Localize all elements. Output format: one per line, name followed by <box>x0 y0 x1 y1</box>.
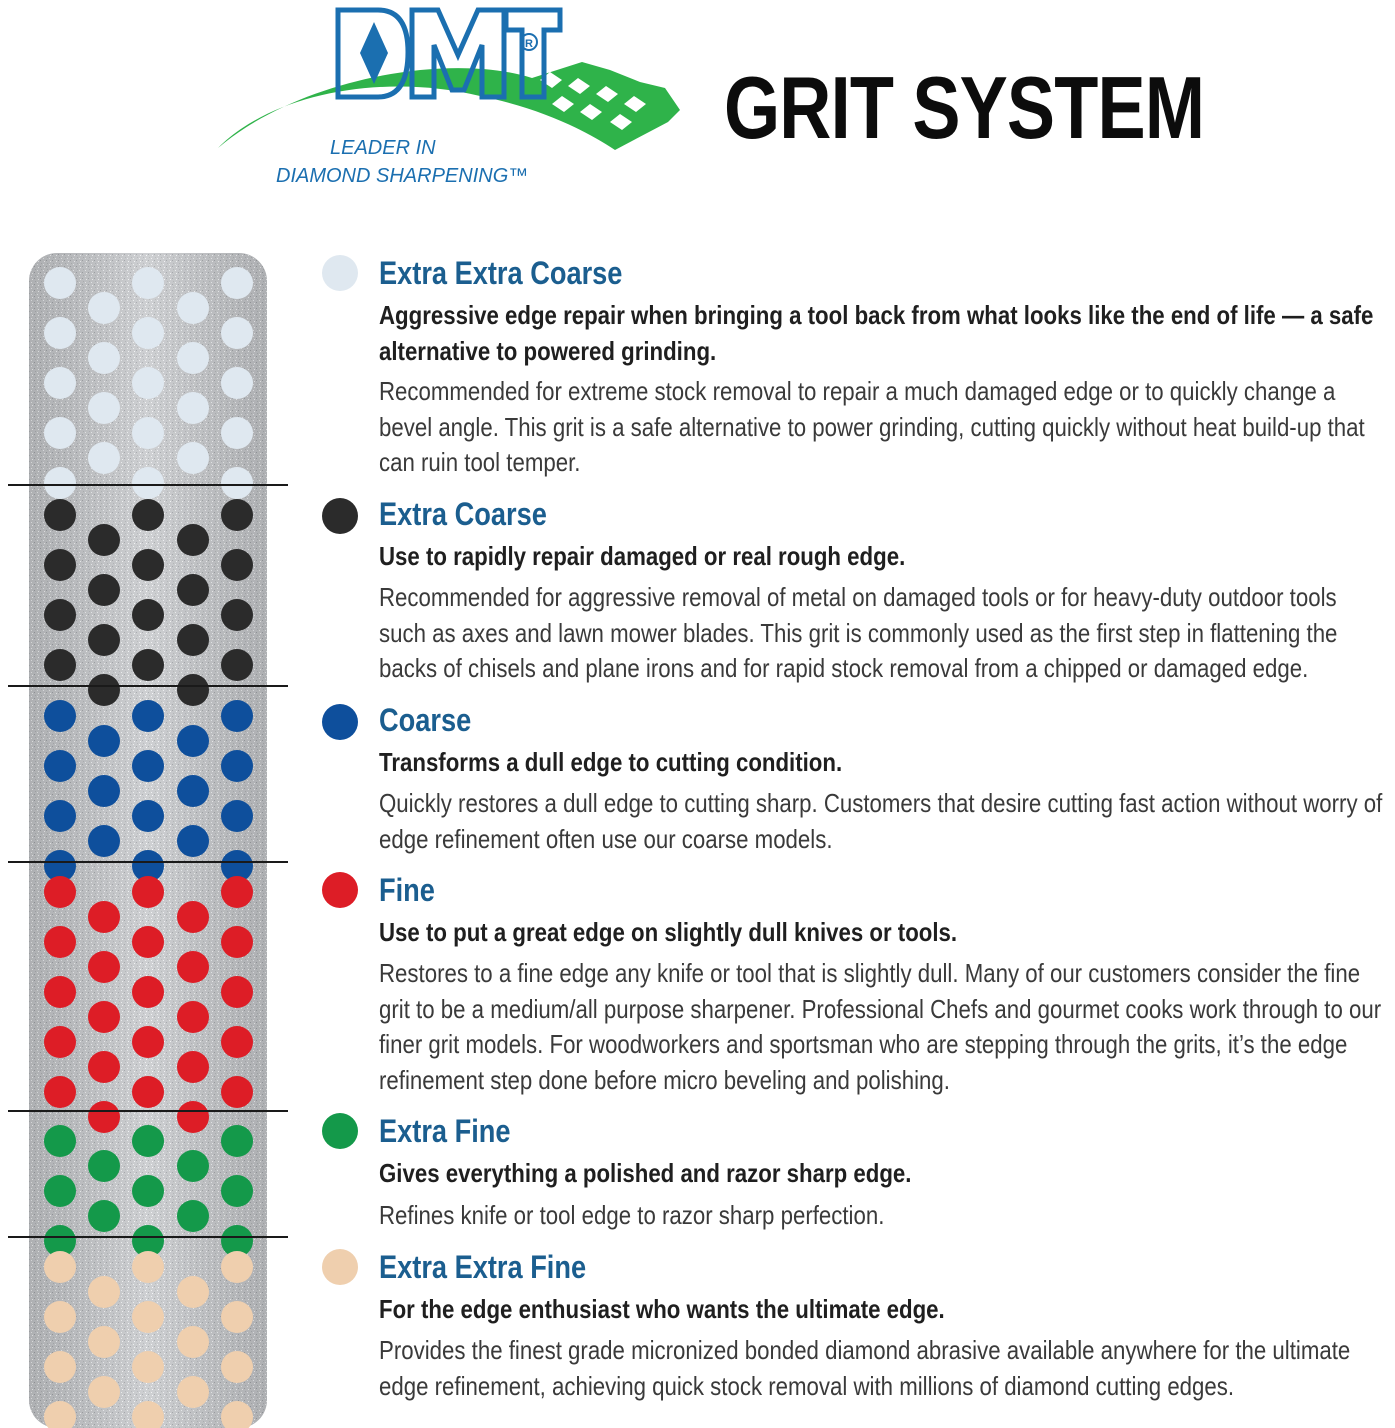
grit-dot-6 <box>221 1301 253 1333</box>
grit-dot-3 <box>88 725 120 757</box>
grit-dot-1 <box>44 467 76 499</box>
grit-dot-2 <box>221 549 253 581</box>
grit-dot-1 <box>88 292 120 324</box>
grit-dot-4 <box>177 901 209 933</box>
grit-dot-4 <box>44 1026 76 1058</box>
grit-dot-4 <box>221 976 253 1008</box>
grit-dot-1 <box>221 467 253 499</box>
grit-dot-4 <box>44 976 76 1008</box>
grit-dot-5 <box>221 1175 253 1207</box>
grit-dot-3 <box>132 750 164 782</box>
grit-dot-1 <box>132 317 164 349</box>
grit-color-dot <box>322 704 358 740</box>
grit-dot-4 <box>221 1026 253 1058</box>
grit-dot-6 <box>177 1276 209 1308</box>
grit-dot-3 <box>44 800 76 832</box>
grit-dot-3 <box>221 700 253 732</box>
grit-dot-2 <box>177 574 209 606</box>
grit-dot-6 <box>44 1351 76 1383</box>
grit-dot-4 <box>132 1076 164 1108</box>
grit-dot-2 <box>88 574 120 606</box>
grit-detail: Restores to a fine edge any knife or tool that is slightly dull. Many of our customers consider the fine grit to be a medium/all purpose sharpener. Professional Chefs and gourmet cooks work through to our finer grit models. For woodworkers and sportsman who are stepping through the grits, it’s the edge refinement step done before micro beveling and polishing. <box>379 958 1382 1095</box>
grit-dot-6 <box>44 1301 76 1333</box>
grit-dot-5 <box>88 1150 120 1182</box>
grit-summary: Use to put a great edge on slightly dull knives or tools. <box>379 917 958 947</box>
grit-dot-2 <box>88 524 120 556</box>
grit-dot-4 <box>44 1076 76 1108</box>
grit-name: Coarse <box>379 702 472 738</box>
grit-dot-4 <box>132 876 164 908</box>
grit-summary: For the edge enthusiast who wants the ultimate edge. <box>379 1294 945 1324</box>
grit-dot-4 <box>88 951 120 983</box>
grit-dot-5 <box>132 1175 164 1207</box>
grit-dot-4 <box>132 976 164 1008</box>
grit-dot-2 <box>44 549 76 581</box>
grit-summary: Transforms a dull edge to cutting condition. <box>379 747 843 777</box>
grit-dot-5 <box>177 1200 209 1232</box>
grit-dot-6 <box>88 1276 120 1308</box>
grit-summary: Gives everything a polished and razor sharp edge. <box>379 1158 912 1188</box>
grit-dot-2 <box>177 674 209 706</box>
grit-summary: Use to rapidly repair damaged or real rough edge. <box>379 541 906 571</box>
grit-dot-6 <box>221 1351 253 1383</box>
grit-dot-4 <box>177 1051 209 1083</box>
grit-dot-5 <box>44 1175 76 1207</box>
grit-dot-2 <box>132 499 164 531</box>
grit-color-dot <box>322 498 358 534</box>
grit-dot-1 <box>88 442 120 474</box>
logo-tagline: LEADER IN DIAMOND SHARPENING™ <box>276 137 529 187</box>
grit-dot-1 <box>221 367 253 399</box>
grit-dot-6 <box>88 1326 120 1358</box>
grit-dot-4 <box>88 1001 120 1033</box>
grit-dot-6 <box>221 1251 253 1283</box>
grit-dot-1 <box>177 392 209 424</box>
grit-dot-3 <box>88 775 120 807</box>
page-title: GRIT SYSTEM <box>724 58 1205 157</box>
grit-dot-2 <box>88 674 120 706</box>
grit-dot-1 <box>88 392 120 424</box>
logo-diamond <box>360 22 388 84</box>
diamond-stone-illustration <box>0 245 300 1428</box>
grit-dot-5 <box>88 1200 120 1232</box>
grit-dot-4 <box>88 901 120 933</box>
grit-dot-5 <box>221 1125 253 1157</box>
grit-dot-2 <box>44 599 76 631</box>
grit-summary: Aggressive edge repair when bringing a tool back from what looks like the end of life — a safe alternative to powered grinding. <box>379 300 1374 366</box>
grit-detail: Recommended for aggressive removal of metal on damaged tools or for heavy-duty outdoor tools such as axes and lawn mower blades. This grit is commonly used as the first step in flattening the backs of chisels and plane irons and for rapid stock removal from a chipped or damaged edge. <box>379 582 1338 683</box>
grit-dot-1 <box>221 317 253 349</box>
grit-color-dot <box>322 1249 358 1285</box>
grit-detail: Recommended for extreme stock removal to repair a much damaged edge or to quickly change a bevel angle. This grit is a safe alternative to power grinding, cutting quickly without heat build-up that can ruin tool temper. <box>379 376 1365 477</box>
grit-dot-2 <box>177 624 209 656</box>
grit-dot-3 <box>44 700 76 732</box>
grit-dot-5 <box>44 1125 76 1157</box>
grit-dot-1 <box>177 342 209 374</box>
grit-dot-2 <box>132 549 164 581</box>
grit-dot-4 <box>132 926 164 958</box>
grit-dot-1 <box>132 367 164 399</box>
grit-dot-6 <box>132 1301 164 1333</box>
grit-dot-3 <box>221 800 253 832</box>
grit-dot-6 <box>177 1326 209 1358</box>
grit-dot-4 <box>221 926 253 958</box>
grit-dot-3 <box>221 750 253 782</box>
grit-dot-4 <box>221 1076 253 1108</box>
grit-dot-4 <box>88 1051 120 1083</box>
grit-dot-4 <box>177 1001 209 1033</box>
registered-mark-letter: R <box>525 38 533 50</box>
grit-dot-2 <box>44 649 76 681</box>
grit-dot-2 <box>132 649 164 681</box>
grit-dot-2 <box>44 499 76 531</box>
grit-name: Fine <box>379 872 435 908</box>
grit-dot-6 <box>177 1376 209 1408</box>
grit-dot-1 <box>88 342 120 374</box>
grit-detail: Refines knife or tool edge to razor sharp perfection. <box>379 1200 885 1230</box>
grit-dot-3 <box>132 800 164 832</box>
grit-name: Extra Extra Fine <box>379 1249 587 1285</box>
grit-dot-1 <box>132 417 164 449</box>
logo-swoosh <box>218 62 680 150</box>
grit-dot-1 <box>177 292 209 324</box>
grit-dot-3 <box>88 825 120 857</box>
grit-dot-1 <box>177 442 209 474</box>
grit-dot-3 <box>44 750 76 782</box>
grit-color-dot <box>322 255 358 291</box>
grit-dot-1 <box>221 417 253 449</box>
grit-dot-3 <box>132 700 164 732</box>
grit-dot-4 <box>177 951 209 983</box>
grit-detail: Quickly restores a dull edge to cutting sharp. Customers that desire cutting fast action without worry of edge refinement often use our coarse models. <box>379 788 1383 854</box>
dmt-logo <box>210 0 680 200</box>
grit-dot-6 <box>88 1376 120 1408</box>
grit-dot-1 <box>132 267 164 299</box>
grit-dot-3 <box>177 725 209 757</box>
grit-dot-1 <box>132 467 164 499</box>
grit-dot-2 <box>177 524 209 556</box>
grit-dot-2 <box>221 599 253 631</box>
grit-name: Extra Coarse <box>379 496 547 532</box>
grit-color-dot <box>322 872 358 908</box>
grit-dot-2 <box>88 624 120 656</box>
grit-dot-1 <box>44 367 76 399</box>
grit-dot-3 <box>177 825 209 857</box>
grit-detail: Provides the finest grade micronized bonded diamond abrasive available anywhere for the ultimate edge refinement, achieving quick stock removal with millions of diamond cutting edges. <box>379 1335 1351 1401</box>
grit-dot-4 <box>132 1026 164 1058</box>
grit-name: Extra Fine <box>379 1113 511 1149</box>
grit-dot-4 <box>88 1101 120 1133</box>
grit-dot-1 <box>221 267 253 299</box>
grit-dot-5 <box>132 1125 164 1157</box>
grit-color-dot <box>322 1113 358 1149</box>
grit-name: Extra Extra Coarse <box>379 255 623 291</box>
grit-dot-1 <box>44 417 76 449</box>
grit-dot-5 <box>177 1150 209 1182</box>
grit-dot-4 <box>221 876 253 908</box>
grit-dot-4 <box>177 1101 209 1133</box>
grit-dot-6 <box>132 1251 164 1283</box>
grit-dot-4 <box>44 926 76 958</box>
grit-dot-4 <box>44 876 76 908</box>
grit-dot-6 <box>44 1251 76 1283</box>
grit-dot-1 <box>44 267 76 299</box>
grit-dot-1 <box>44 317 76 349</box>
grit-dot-3 <box>177 775 209 807</box>
grit-dot-2 <box>221 499 253 531</box>
grit-dot-2 <box>221 649 253 681</box>
grit-dot-2 <box>132 599 164 631</box>
grit-dot-6 <box>132 1351 164 1383</box>
